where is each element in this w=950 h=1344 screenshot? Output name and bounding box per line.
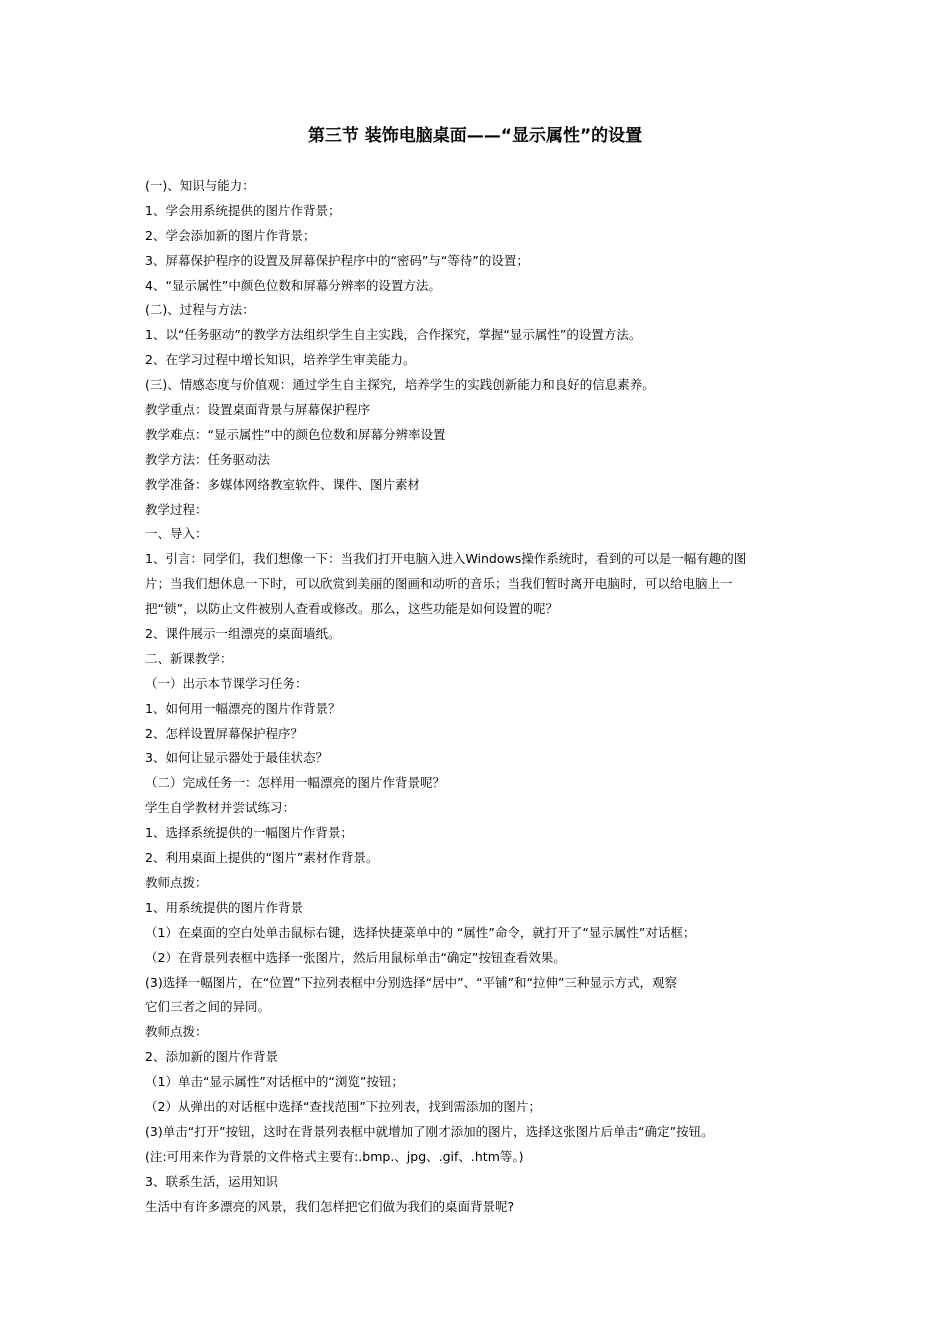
text-line: 1、用系统提供的图片作背景 xyxy=(145,899,303,915)
text-line: 一、导入： xyxy=(145,526,208,542)
text-line: 教师点拨： xyxy=(145,874,208,890)
text-line: 学生自学教材并尝试练习： xyxy=(145,800,296,816)
document-body xyxy=(145,174,825,1219)
text-line: （2）在背景列表框中选择一张图片，然后用鼠标单击“确定”按钮查看效果。 xyxy=(145,949,566,965)
text-line: 2、学会添加新的图片作背景； xyxy=(145,227,316,243)
text-line: （2）从弹出的对话框中选择“查找范围”下拉列表，找到需添加的图片； xyxy=(145,1098,541,1114)
text-line: 生活中有许多漂亮的风景，我们怎样把它们做为我们的桌面背景呢? xyxy=(145,1198,515,1214)
text-line: （1）在桌面的空白处单击鼠标右键，选择快捷菜单中的 “属性”命令，就打开了“显示属性”对话框； xyxy=(145,924,696,940)
text-line: 2、课件展示一组漂亮的桌面墙纸。 xyxy=(145,626,341,642)
text-line: 教学方法：任务驱动法 xyxy=(145,451,271,467)
text-line: 教学准备：多媒体网络教室软件、课件、图片素材 xyxy=(145,476,421,492)
text-line: 教学重点：设置桌面背景与屏幕保护程序 xyxy=(145,402,371,418)
text-line: (二)、过程与方法： xyxy=(145,302,255,318)
text-line: 3、如何让显示器处于最佳状态？ xyxy=(145,750,328,766)
text-line: （一）出示本节课学习任务： xyxy=(145,675,308,691)
text-line: 1、选择系统提供的一幅图片作背景； xyxy=(145,825,353,841)
text-line: 2、在学习过程中增长知识，培养学生审美能力。 xyxy=(145,352,416,368)
text-line: （1）单击“显示属性”对话框中的“浏览”按钮； xyxy=(145,1074,404,1090)
text-line: (一)、知识与能力： xyxy=(145,178,255,193)
text-line: 2、怎样设置屏幕保护程序？ xyxy=(145,725,303,741)
text-line: (注:可用来作为背景的文件格式主要有:.bmp.、jpg、.gif、.htm等。) xyxy=(145,1148,524,1164)
text-line: 2、利用桌面上提供的“图片”素材作背景。 xyxy=(145,850,379,866)
text-line: (3)单击“打开”按钮，这时在背景列表框中就增加了刚才添加的图片，选择这张图片后单击“确定”按钮。 xyxy=(145,1123,714,1139)
text-line: 3、屏幕保护程序的设置及屏幕保护程序中的“密码”与“等待”的设置； xyxy=(145,252,529,268)
text-line: 片；当我们想休息一下时，可以欣赏到美丽的图画和动听的音乐；当我们暂时离开电脑时，可以给电脑上一 xyxy=(145,576,733,592)
text-line: (三)、情感态度与价值观：通过学生自主探究，培养学生的实践创新能力和良好的信息素养。 xyxy=(145,377,655,393)
text-line: (3)选择一幅图片，在“位置”下拉列表框中分别选择“居中”、“平铺”和“拉伸”三种显示方式，观察 xyxy=(145,974,678,990)
text-line: 它们三者之间的异同。 xyxy=(145,999,271,1015)
text-line: 教学难点：“显示属性”中的颜色位数和屏幕分辨率设置 xyxy=(145,426,446,442)
text-line: 教学过程： xyxy=(145,501,208,517)
text-line: （二）完成任务一：怎样用一幅漂亮的图片作背景呢？ xyxy=(145,775,446,791)
text-line: 2、添加新的图片作背景 xyxy=(145,1049,278,1065)
text-line: 二、新课教学： xyxy=(145,650,233,666)
text-line: 1、如何用一幅漂亮的图片作背景？ xyxy=(145,700,341,716)
text-line: 1、学会用系统提供的图片作背景； xyxy=(145,202,341,218)
page-title: 第三节 装饰电脑桌面——“显示属性”的设置 xyxy=(307,126,643,146)
text-line: 3、联系生活，运用知识 xyxy=(145,1173,278,1189)
text-line: 把“锁”，以防止文件被别人查看或修改。那么，这些功能是如何设置的呢？ xyxy=(145,601,558,617)
text-line: 1、以“任务驱动”的教学方法组织学生自主实践，合作探究，掌握“显示属性”的设置方法。 xyxy=(145,327,642,343)
text-line: 教师点拨： xyxy=(145,1024,208,1040)
text-line: 1、引言：同学们，我们想像一下：当我们打开电脑入进入Windows操作系统时，看到的可以是一幅有趣的图 xyxy=(145,551,747,567)
text-line: 4、“显示属性”中颜色位数和屏幕分辨率的设置方法。 xyxy=(145,277,441,293)
